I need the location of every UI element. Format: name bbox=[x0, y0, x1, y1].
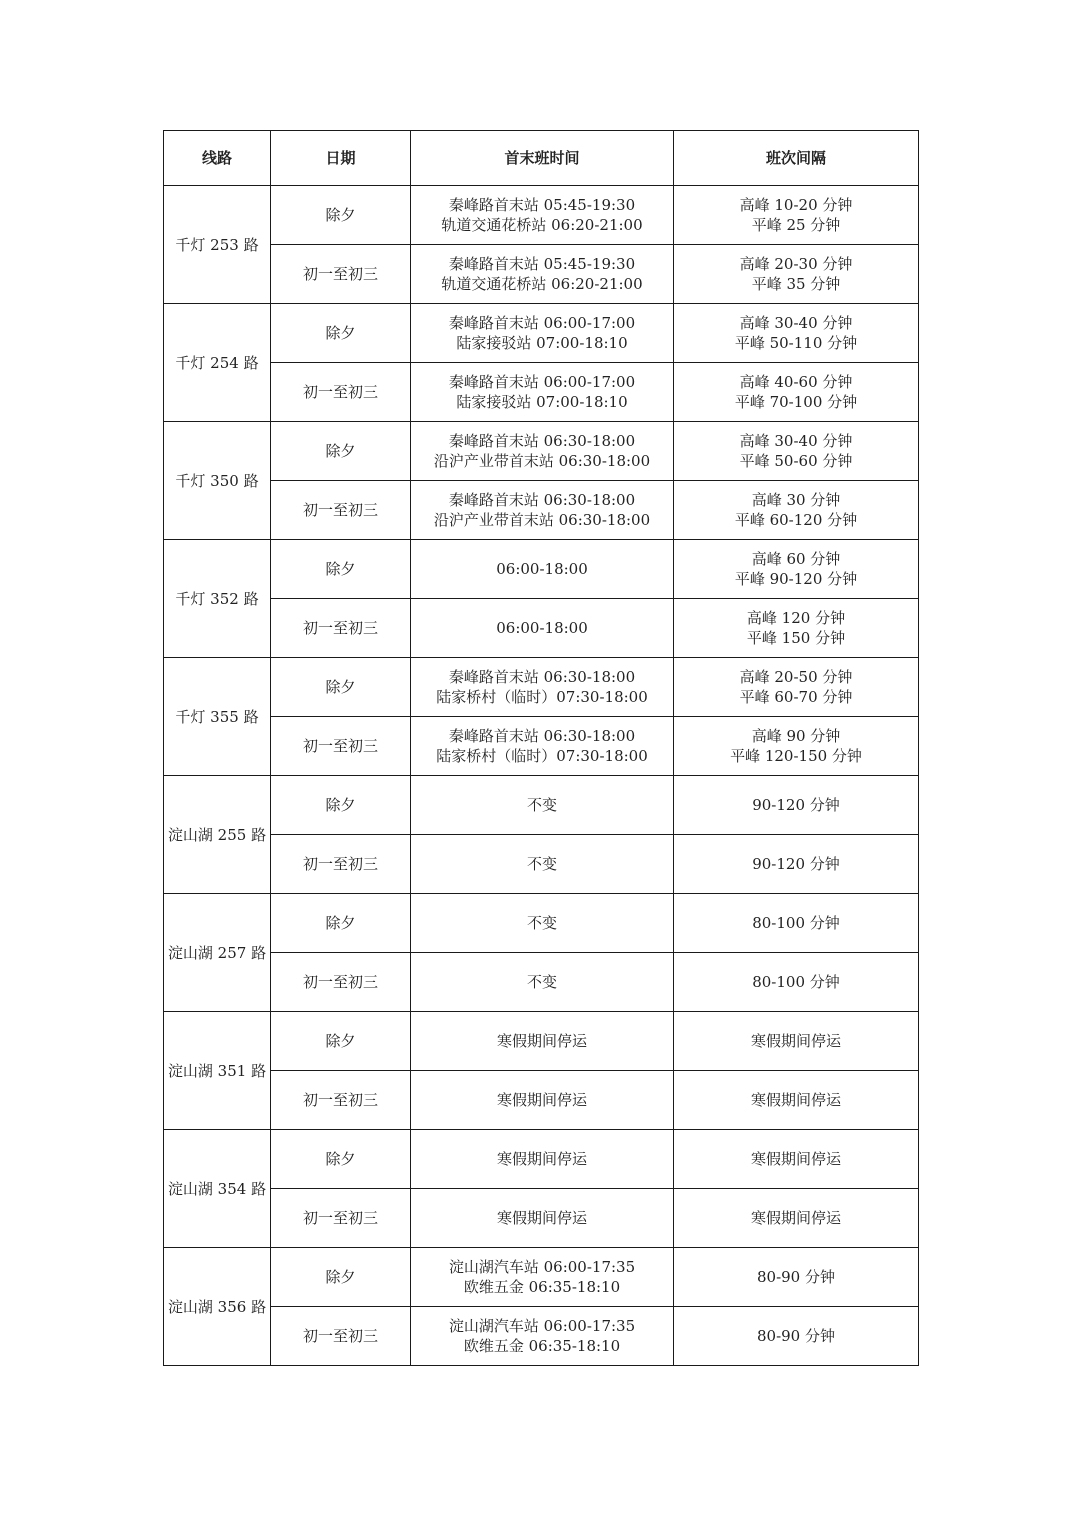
first-last-time-cell bbox=[411, 1012, 674, 1071]
interval-line: 高峰 20-50 分钟 bbox=[739, 668, 853, 686]
time-line: 沿沪产业带首末站 06:30-18:00 bbox=[433, 511, 651, 529]
table-row bbox=[164, 186, 919, 245]
first-last-time-cell bbox=[411, 1248, 674, 1307]
route-name-cell: 淀山湖 354 路 bbox=[164, 1130, 271, 1248]
date-cell: 除夕 bbox=[271, 1248, 411, 1307]
route-name-cell: 千灯 350 路 bbox=[164, 422, 271, 540]
table-row bbox=[164, 1012, 919, 1071]
date-cell: 初一至初三 bbox=[271, 1189, 411, 1248]
interval-line: 平峰 60-70 分钟 bbox=[739, 688, 853, 706]
table-row bbox=[164, 953, 919, 1012]
time-line: 秦峰路首末站 05:45-19:30 bbox=[448, 196, 636, 214]
interval-line: 寒假期间停运 bbox=[750, 1209, 841, 1227]
first-last-time-cell bbox=[411, 599, 674, 658]
time-line: 不变 bbox=[526, 796, 557, 814]
interval-line: 平峰 120-150 分钟 bbox=[730, 747, 862, 765]
date-cell: 除夕 bbox=[271, 304, 411, 363]
header-row bbox=[164, 131, 919, 186]
first-last-time-cell bbox=[411, 1071, 674, 1130]
interval-cell bbox=[674, 363, 919, 422]
table-row bbox=[164, 894, 919, 953]
table-row bbox=[164, 599, 919, 658]
interval-cell bbox=[674, 953, 919, 1012]
bus-schedule-table bbox=[163, 130, 919, 1366]
table-body bbox=[164, 186, 919, 1366]
time-line: 沿沪产业带首末站 06:30-18:00 bbox=[433, 452, 651, 470]
table-row bbox=[164, 422, 919, 481]
table-row bbox=[164, 1071, 919, 1130]
interval-cell bbox=[674, 1071, 919, 1130]
date-cell: 初一至初三 bbox=[271, 717, 411, 776]
date-cell: 除夕 bbox=[271, 540, 411, 599]
route-name-cell: 淀山湖 255 路 bbox=[164, 776, 271, 894]
interval-cell bbox=[674, 835, 919, 894]
time-line: 秦峰路首末站 06:30-18:00 bbox=[448, 432, 636, 450]
interval-line: 寒假期间停运 bbox=[750, 1150, 841, 1168]
interval-cell bbox=[674, 422, 919, 481]
time-line: 秦峰路首末站 06:30-18:00 bbox=[448, 727, 636, 745]
first-last-time-cell bbox=[411, 658, 674, 717]
table-row bbox=[164, 540, 919, 599]
interval-line: 高峰 40-60 分钟 bbox=[739, 373, 853, 391]
time-line: 秦峰路首末站 05:45-19:30 bbox=[448, 255, 636, 273]
date-cell: 初一至初三 bbox=[271, 481, 411, 540]
interval-cell bbox=[674, 658, 919, 717]
interval-line: 寒假期间停运 bbox=[750, 1032, 841, 1050]
time-line: 轨道交通花桥站 06:20-21:00 bbox=[441, 275, 643, 293]
route-name-cell: 千灯 254 路 bbox=[164, 304, 271, 422]
header-route: 线路 bbox=[164, 131, 271, 186]
time-line: 06:00-18:00 bbox=[496, 560, 588, 578]
time-line: 秦峰路首末站 06:00-17:00 bbox=[448, 314, 636, 332]
date-cell: 初一至初三 bbox=[271, 835, 411, 894]
header-date: 日期 bbox=[271, 131, 411, 186]
interval-cell bbox=[674, 304, 919, 363]
first-last-time-cell bbox=[411, 835, 674, 894]
time-line: 不变 bbox=[526, 914, 557, 932]
interval-line: 高峰 30-40 分钟 bbox=[739, 432, 853, 450]
interval-line: 90-120 分钟 bbox=[752, 855, 840, 873]
time-line: 寒假期间停运 bbox=[496, 1091, 587, 1109]
interval-cell bbox=[674, 1307, 919, 1366]
interval-line: 90-120 分钟 bbox=[752, 796, 840, 814]
interval-line: 寒假期间停运 bbox=[750, 1091, 841, 1109]
table-row bbox=[164, 481, 919, 540]
date-cell: 除夕 bbox=[271, 422, 411, 481]
interval-line: 高峰 20-30 分钟 bbox=[739, 255, 853, 273]
table-row bbox=[164, 717, 919, 776]
interval-line: 高峰 30 分钟 bbox=[751, 491, 841, 509]
table-row bbox=[164, 658, 919, 717]
interval-cell bbox=[674, 1130, 919, 1189]
interval-line: 平峰 150 分钟 bbox=[746, 629, 846, 647]
interval-line: 平峰 50-110 分钟 bbox=[734, 334, 858, 352]
time-line: 欧维五金 06:35-18:10 bbox=[463, 1337, 621, 1355]
interval-cell bbox=[674, 599, 919, 658]
table-row bbox=[164, 304, 919, 363]
time-line: 淀山湖汽车站 06:00-17:35 bbox=[448, 1258, 636, 1276]
first-last-time-cell bbox=[411, 1130, 674, 1189]
interval-line: 平峰 60-120 分钟 bbox=[734, 511, 858, 529]
header-first-last-time: 首末班时间 bbox=[411, 131, 674, 186]
date-cell: 初一至初三 bbox=[271, 1307, 411, 1366]
table-row bbox=[164, 245, 919, 304]
first-last-time-cell bbox=[411, 304, 674, 363]
table-header bbox=[164, 131, 919, 186]
time-line: 不变 bbox=[526, 855, 557, 873]
header-interval: 班次间隔 bbox=[674, 131, 919, 186]
time-line: 寒假期间停运 bbox=[496, 1209, 587, 1227]
interval-cell bbox=[674, 540, 919, 599]
time-line: 陆家桥村（临时）07:30-18:00 bbox=[436, 688, 648, 706]
interval-cell bbox=[674, 1248, 919, 1307]
route-name-cell: 淀山湖 356 路 bbox=[164, 1248, 271, 1366]
interval-cell bbox=[674, 894, 919, 953]
first-last-time-cell bbox=[411, 186, 674, 245]
first-last-time-cell bbox=[411, 363, 674, 422]
first-last-time-cell bbox=[411, 245, 674, 304]
route-name-cell: 千灯 355 路 bbox=[164, 658, 271, 776]
interval-cell bbox=[674, 776, 919, 835]
first-last-time-cell bbox=[411, 1189, 674, 1248]
time-line: 轨道交通花桥站 06:20-21:00 bbox=[441, 216, 643, 234]
time-line: 陆家桥村（临时）07:30-18:00 bbox=[436, 747, 648, 765]
first-last-time-cell bbox=[411, 422, 674, 481]
route-name-cell: 千灯 253 路 bbox=[164, 186, 271, 304]
route-name-cell: 淀山湖 351 路 bbox=[164, 1012, 271, 1130]
date-cell: 除夕 bbox=[271, 776, 411, 835]
date-cell: 初一至初三 bbox=[271, 1071, 411, 1130]
interval-cell bbox=[674, 1189, 919, 1248]
interval-line: 80-90 分钟 bbox=[756, 1268, 835, 1286]
first-last-time-cell bbox=[411, 953, 674, 1012]
interval-cell bbox=[674, 1012, 919, 1071]
time-line: 陆家接驳站 07:00-18:10 bbox=[456, 334, 628, 352]
interval-line: 平峰 90-120 分钟 bbox=[734, 570, 858, 588]
table-row bbox=[164, 1189, 919, 1248]
first-last-time-cell bbox=[411, 894, 674, 953]
time-line: 06:00-18:00 bbox=[496, 619, 588, 637]
date-cell: 除夕 bbox=[271, 658, 411, 717]
interval-line: 高峰 90 分钟 bbox=[751, 727, 841, 745]
first-last-time-cell bbox=[411, 776, 674, 835]
interval-line: 高峰 30-40 分钟 bbox=[739, 314, 853, 332]
table-row bbox=[164, 1248, 919, 1307]
interval-line: 80-100 分钟 bbox=[752, 914, 840, 932]
first-last-time-cell bbox=[411, 481, 674, 540]
interval-line: 平峰 25 分钟 bbox=[751, 216, 841, 234]
time-line: 不变 bbox=[526, 973, 557, 991]
first-last-time-cell bbox=[411, 540, 674, 599]
interval-line: 高峰 10-20 分钟 bbox=[739, 196, 853, 214]
interval-line: 平峰 35 分钟 bbox=[751, 275, 841, 293]
time-line: 寒假期间停运 bbox=[496, 1150, 587, 1168]
time-line: 寒假期间停运 bbox=[496, 1032, 587, 1050]
interval-line: 80-90 分钟 bbox=[756, 1327, 835, 1345]
date-cell: 除夕 bbox=[271, 894, 411, 953]
date-cell: 初一至初三 bbox=[271, 363, 411, 422]
time-line: 秦峰路首末站 06:30-18:00 bbox=[448, 491, 636, 509]
first-last-time-cell bbox=[411, 1307, 674, 1366]
time-line: 秦峰路首末站 06:00-17:00 bbox=[448, 373, 636, 391]
interval-line: 高峰 60 分钟 bbox=[751, 550, 841, 568]
date-cell: 初一至初三 bbox=[271, 599, 411, 658]
time-line: 陆家接驳站 07:00-18:10 bbox=[456, 393, 628, 411]
table-row bbox=[164, 1130, 919, 1189]
time-line: 欧维五金 06:35-18:10 bbox=[463, 1278, 621, 1296]
interval-cell bbox=[674, 717, 919, 776]
time-line: 秦峰路首末站 06:30-18:00 bbox=[448, 668, 636, 686]
route-name-cell: 淀山湖 257 路 bbox=[164, 894, 271, 1012]
table-row bbox=[164, 1307, 919, 1366]
table-row bbox=[164, 776, 919, 835]
interval-cell bbox=[674, 186, 919, 245]
date-cell: 初一至初三 bbox=[271, 953, 411, 1012]
table-row bbox=[164, 835, 919, 894]
date-cell: 除夕 bbox=[271, 186, 411, 245]
date-cell: 除夕 bbox=[271, 1130, 411, 1189]
interval-line: 高峰 120 分钟 bbox=[746, 609, 846, 627]
interval-line: 80-100 分钟 bbox=[752, 973, 840, 991]
first-last-time-cell bbox=[411, 717, 674, 776]
interval-line: 平峰 50-60 分钟 bbox=[739, 452, 853, 470]
interval-cell bbox=[674, 245, 919, 304]
route-name-cell: 千灯 352 路 bbox=[164, 540, 271, 658]
date-cell: 除夕 bbox=[271, 1012, 411, 1071]
interval-line: 平峰 70-100 分钟 bbox=[734, 393, 858, 411]
table-row bbox=[164, 363, 919, 422]
interval-cell bbox=[674, 481, 919, 540]
date-cell: 初一至初三 bbox=[271, 245, 411, 304]
time-line: 淀山湖汽车站 06:00-17:35 bbox=[448, 1317, 636, 1335]
